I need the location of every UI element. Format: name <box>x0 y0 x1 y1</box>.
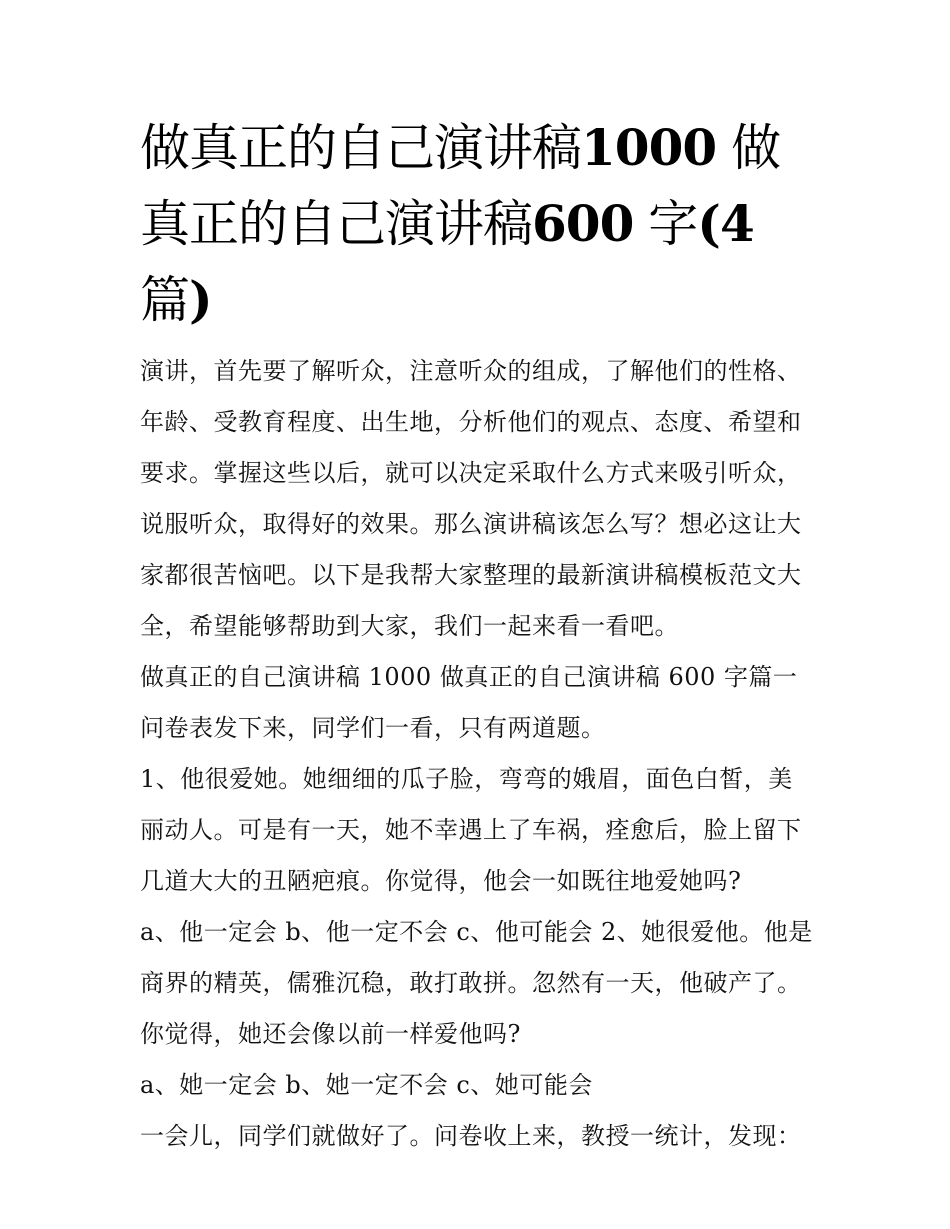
title-part: ) <box>189 270 212 329</box>
paragraph-options: a、她一定会 b、她一定不会 c、她可能会 <box>140 1071 593 1099</box>
paragraph-section-heading: 做真正的自己演讲稿 1000 做真正的自己演讲稿 600 字篇一 问卷表发下来，同学们一看，只有两道题。 <box>140 663 798 742</box>
document-body <box>140 346 815 1162</box>
paragraph-question-2: a、他一定会 b、他一定不会 c、他可能会 2、她很爱他。他是商界的精英，儒雅沉稳，敢打敢拼。忽然有一天，他破产了。你觉得，她还会像以前一样爱他吗? <box>140 918 813 1048</box>
paragraph-intro: 演讲，首先要了解听众，注意听众的组成，了解他们的性格、年龄、受教育程度、出生地，分析他们的观点、态度、希望和要求。掌握这些以后，就可以决定采取什么方式来吸引听众，说服听众，取得好的效果。那么演讲稿该怎么写？想必这让大家都很苦恼吧。以下是我帮大家整理的最新演讲稿模板范文大全，希望能够帮助到大家，我们一起来看一看吧。 <box>140 357 802 640</box>
title-part: 600 <box>532 194 634 253</box>
title-part: 做真正的自己演讲稿 <box>140 119 781 253</box>
document-content <box>140 110 815 1162</box>
paragraph-conclusion: 一会儿，同学们就做好了。问卷收上来，教授一统计，发现： <box>140 1122 802 1150</box>
paragraph-question-1: 1、他很爱她。她细细的瓜子脸，弯弯的娥眉，面色白皙，美丽动人。可是有一天，她不幸遇上了车祸，痊愈后，脸上留下几道大大的丑陋疤痕。你觉得，他会一如既往地爱她吗? <box>140 765 802 895</box>
document-title <box>140 110 815 338</box>
title-part: 字 <box>633 195 698 253</box>
title-part: 做真正的自己演讲稿 <box>140 119 581 177</box>
title-part: 1000 <box>581 118 717 177</box>
title-part: (4 <box>697 194 754 253</box>
title-part: 篇 <box>140 271 189 329</box>
